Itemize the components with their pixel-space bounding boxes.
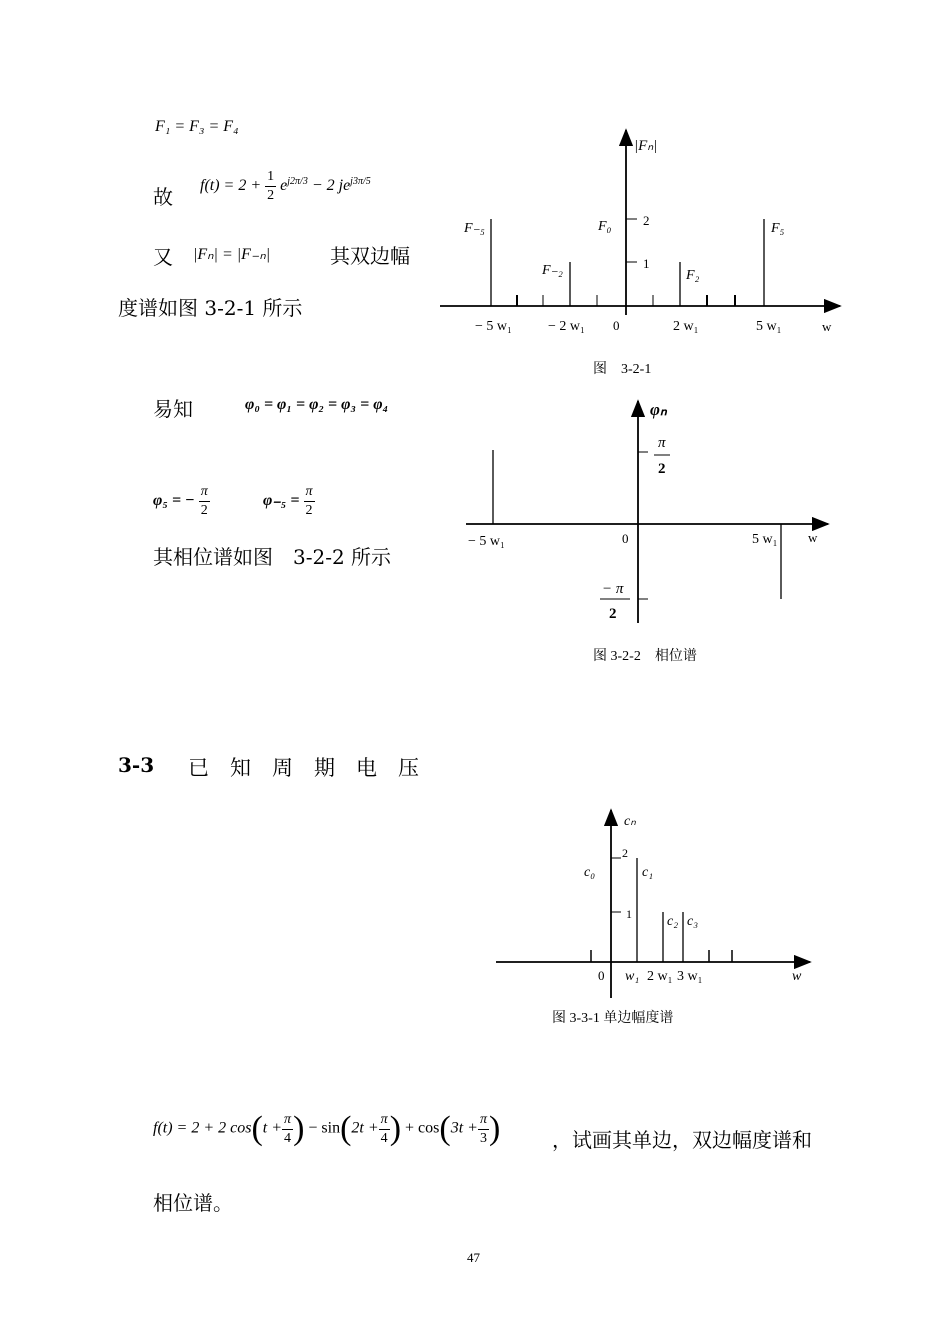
text-ft2-tail: ，试画其单边，双边幅度谱和 [552, 1128, 812, 1152]
tick-label-2: 2 [643, 213, 650, 228]
page-number: 47 [467, 1250, 480, 1265]
e-symbol: e [280, 177, 288, 195]
ft-lhs: f(t) = 2 + [200, 177, 262, 195]
x-label-origin: 0 [622, 531, 629, 546]
x-label-2w1: 2 w₁ [647, 969, 673, 984]
phim5-lhs: φ₋₅ = [263, 492, 300, 510]
label-neg-pi: − π [602, 581, 624, 597]
y-axis-label: |Fₙ| [634, 138, 658, 154]
tick-label-1: 1 [643, 256, 650, 271]
eq-abs-fn: |Fₙ| = |F₋ₙ| [193, 246, 271, 263]
label-c0: c₀ [584, 865, 596, 880]
figure-3-2-2 [460, 395, 840, 675]
phi5-fraction: $\frac{\pi}{2}$ [200, 484, 208, 518]
x-label-3w1: 3 w₁ [677, 969, 703, 984]
tick-label-2: 2 [622, 846, 628, 860]
paren-close: ) [389, 1110, 402, 1147]
ft2-arg3: 3t + [450, 1119, 478, 1137]
ft2-arg2: 2t + [351, 1119, 379, 1137]
label-f-5: F₅ [771, 221, 785, 236]
x-label-minus-2w1: − 2 w₁ [548, 319, 585, 334]
figure-caption-322: 图 3-2-2 相位谱 [593, 649, 697, 664]
x-label-5w1: 5 w₁ [752, 532, 778, 547]
label-you: 又 [153, 245, 173, 269]
x-label-origin: 0 [598, 968, 605, 983]
paren-close: ) [293, 1110, 305, 1147]
label-2-bottom: 2 [609, 606, 617, 622]
label-c2: c₂ [667, 914, 679, 929]
equation-ft-periodic [153, 1112, 500, 1146]
paren-open: ( [340, 1110, 352, 1147]
label-f-0: F₀ [598, 219, 612, 234]
equation-ft [200, 170, 371, 203]
label-f-minus-2: F₋₂ [542, 263, 563, 278]
x-label-w1: w₁ [625, 969, 640, 984]
y-axis-label: φₙ [650, 400, 667, 419]
phim5-fraction: $\frac{\pi}{2}$ [305, 484, 313, 518]
eq-phi-equal: φ₀ = φ₁ = φ₂ = φ₃ = φ₄ [245, 396, 389, 413]
figure-3-2-1 [430, 120, 850, 385]
x-axis-label: w [808, 530, 818, 545]
tick-label-1: 1 [626, 907, 632, 921]
text-qi-shuangbian: 其双边幅 [330, 244, 410, 268]
pi-over-4-a: $\frac{\pi}{4}$ [284, 1111, 292, 1146]
label-pi-top: π [658, 435, 666, 451]
label-gu: 故 [153, 185, 173, 209]
x-label-minus-5w1: − 5 w₁ [468, 534, 505, 549]
x-label-2w1: 2 w₁ [673, 319, 699, 334]
label-f-minus-5: F₋₅ [464, 221, 485, 236]
paren-close: ) [488, 1110, 501, 1147]
eq-f1-f3-f4: F₁ = F₃ = F₄ [155, 118, 239, 135]
pi-over-3: $\frac{\pi}{3}$ [479, 1111, 487, 1146]
label-f-2: F₂ [686, 268, 700, 283]
exponent-2: j3π/5 [350, 175, 371, 187]
label-2-top: 2 [658, 461, 666, 477]
text-dupu-line: 度谱如图 3-2-1 所示 [118, 296, 303, 320]
minus-2je: − 2 je [311, 177, 351, 195]
ft2-arg1: t + [262, 1119, 283, 1137]
plus-cos: + cos [405, 1119, 440, 1137]
text-xiangwei-line: 其相位谱如图 3-2-2 所示 [153, 545, 392, 569]
phi5-lhs: φ₅ = − [153, 492, 195, 510]
label-yizhi: 易知 [153, 397, 193, 421]
label-c1: c₁ [642, 865, 654, 880]
ft2-lhs: f(t) = 2 + 2 cos [153, 1119, 252, 1137]
x-axis-label: w [792, 969, 802, 984]
label-c3: c₃ [687, 914, 699, 929]
exponent-1: j2π/3 [287, 175, 308, 187]
half-fraction: $\frac{1}{2}$ [267, 169, 275, 203]
figure-caption-321: 图 3-2-1 [593, 362, 652, 377]
figure-3-3-1 [490, 800, 820, 1035]
section-number: 3-3 [118, 753, 155, 777]
x-label-origin: 0 [613, 318, 620, 333]
section-title: 已 知 周 期 电 压 [188, 756, 419, 780]
y-axis-label: cₙ [624, 814, 636, 829]
text-last-line: 相位谱。 [153, 1191, 233, 1215]
pi-over-4-b: $\frac{\pi}{4}$ [380, 1111, 388, 1146]
x-axis-label: w [822, 319, 832, 334]
paren-open: ( [251, 1110, 263, 1147]
paren-open: ( [439, 1110, 451, 1147]
minus-sin: − sin [308, 1119, 341, 1137]
x-label-minus-5w1: − 5 w₁ [475, 319, 512, 334]
eq-phim5 [263, 485, 315, 518]
x-label-5w1: 5 w₁ [756, 319, 782, 334]
figure-caption-331: 图 3-3-1 单边幅度谱 [552, 1011, 674, 1026]
eq-phi5 [153, 485, 210, 518]
